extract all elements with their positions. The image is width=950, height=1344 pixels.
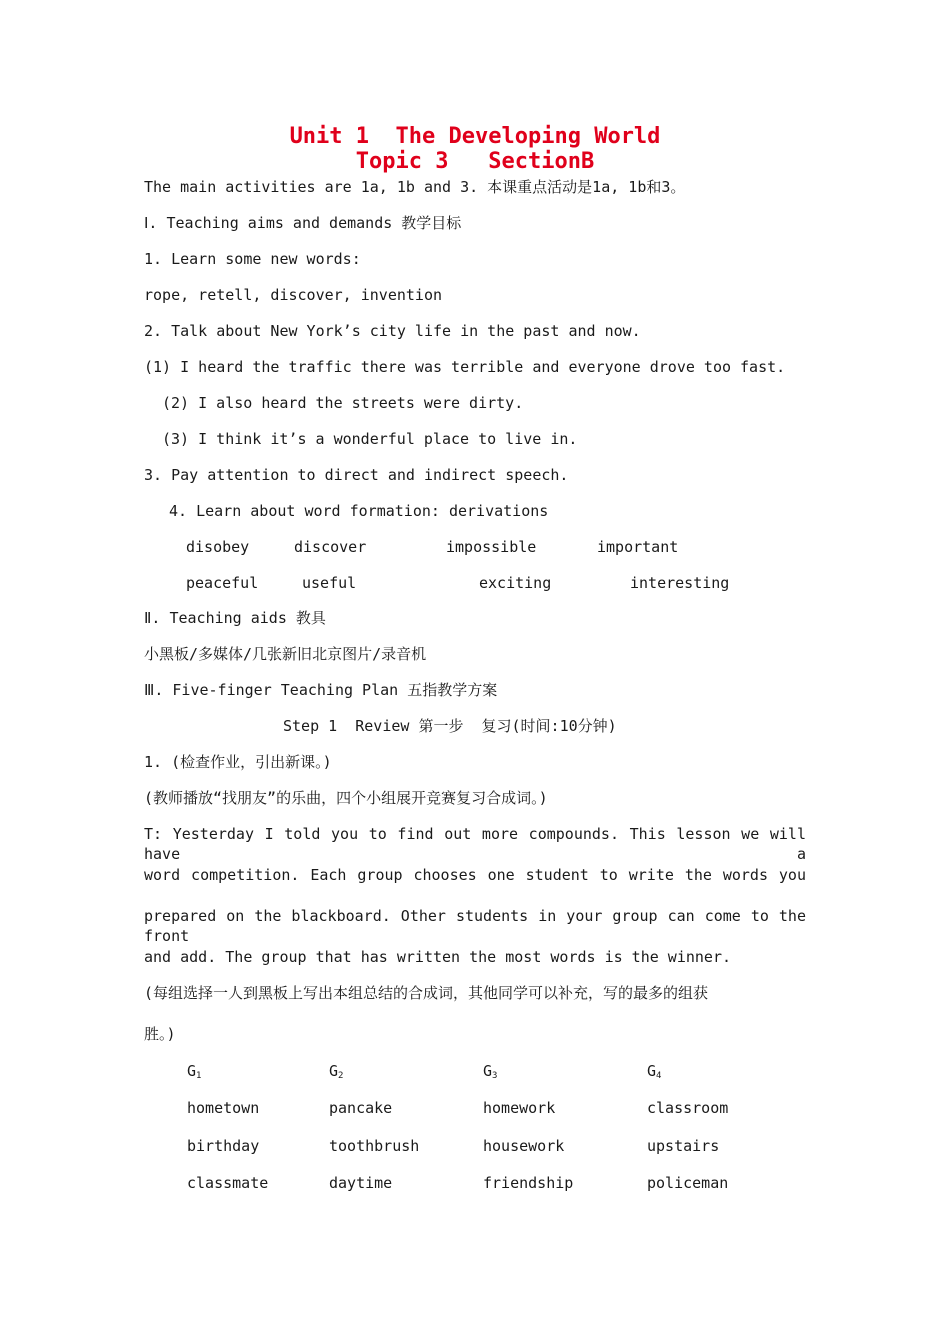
teacher-line: prepared on the blackboard. Other students in your group can come to the front xyxy=(144,907,806,945)
derivation-word: exciting xyxy=(479,574,552,592)
doc-title: Unit 1 The Developing World xyxy=(289,124,661,149)
note-music: (教师播放“找朋友”的乐曲，四个小组展开竞赛复习合成词。) xyxy=(144,789,548,807)
note-groups: (每组选择一人到黑板上写出本组总结的合成词，其他同学可以补充，写的最多的组获 xyxy=(144,984,709,1002)
aim-item-2: 2. Talk about New York’s city life in the past and now. xyxy=(144,322,641,340)
step-1-heading: Step 1 Review 第一步 复习(时间:10分钟) xyxy=(283,717,617,735)
group-label: $G_2$ xyxy=(329,1062,344,1081)
derivation-word: discover xyxy=(294,538,367,556)
new-words: rope, retell, discover, invention xyxy=(144,286,443,304)
doc-subtitle: Topic 3 SectionB xyxy=(355,149,595,174)
compound-word: classmate xyxy=(187,1174,269,1192)
aim-item-3: 3. Pay attention to direct and indirect speech. xyxy=(144,466,569,484)
compound-word: upstairs xyxy=(647,1137,720,1155)
compound-word: friendship xyxy=(483,1174,574,1192)
teaching-aids: 小黑板/多媒体/几张新旧北京图片/录音机 xyxy=(144,645,427,663)
section3-heading: Ⅲ. Five-finger Teaching Plan 五指教学方案 xyxy=(144,681,498,699)
compound-word: daytime xyxy=(329,1174,393,1192)
derivation-word: disobey xyxy=(186,538,250,556)
note-groups-end: 胜。) xyxy=(144,1025,176,1043)
note-check-homework: 1. (检查作业，引出新课。) xyxy=(144,753,332,771)
aim-item-1: 1. Learn some new words: xyxy=(144,250,361,268)
aim-item-4: 4. Learn about word formation: derivations xyxy=(169,502,549,520)
sentence-3: (3) I think it’s a wonderful place to live in. xyxy=(162,430,578,448)
derivation-word: useful xyxy=(302,574,357,592)
teacher-line: T: Yesterday I told you to find out more compounds. This lesson we will have a xyxy=(144,825,806,863)
group-label: $G_1$ xyxy=(187,1062,202,1081)
teacher-line: word competition. Each group chooses one student to write the words you xyxy=(144,866,806,884)
compound-word: toothbrush xyxy=(329,1137,420,1155)
compound-word: classroom xyxy=(647,1099,729,1117)
compound-word: policeman xyxy=(647,1174,729,1192)
intro-text: The main activities are 1a, 1b and 3. 本课重点活动是1a, 1b和3。 xyxy=(144,178,686,196)
compound-word: homework xyxy=(483,1099,556,1117)
compound-word: birthday xyxy=(187,1137,260,1155)
sentence-1: (1) I heard the traffic there was terrible and everyone drove too fast. xyxy=(144,358,786,376)
group-label: $G_4$ xyxy=(647,1062,662,1081)
section1-heading: Ⅰ. Teaching aims and demands 教学目标 xyxy=(144,214,462,232)
derivation-word: peaceful xyxy=(186,574,259,592)
sentence-2: (2) I also heard the streets were dirty. xyxy=(162,394,524,412)
compound-word: pancake xyxy=(329,1099,393,1117)
derivation-word: interesting xyxy=(630,574,730,592)
compound-word: housework xyxy=(483,1137,565,1155)
compound-word: hometown xyxy=(187,1099,260,1117)
derivation-word: impossible xyxy=(446,538,537,556)
section2-heading: Ⅱ. Teaching aids 教具 xyxy=(144,609,326,627)
derivation-word: important xyxy=(597,538,679,556)
group-label: $G_3$ xyxy=(483,1062,498,1081)
teacher-line: and add. The group that has written the most words is the winner. xyxy=(144,948,731,966)
